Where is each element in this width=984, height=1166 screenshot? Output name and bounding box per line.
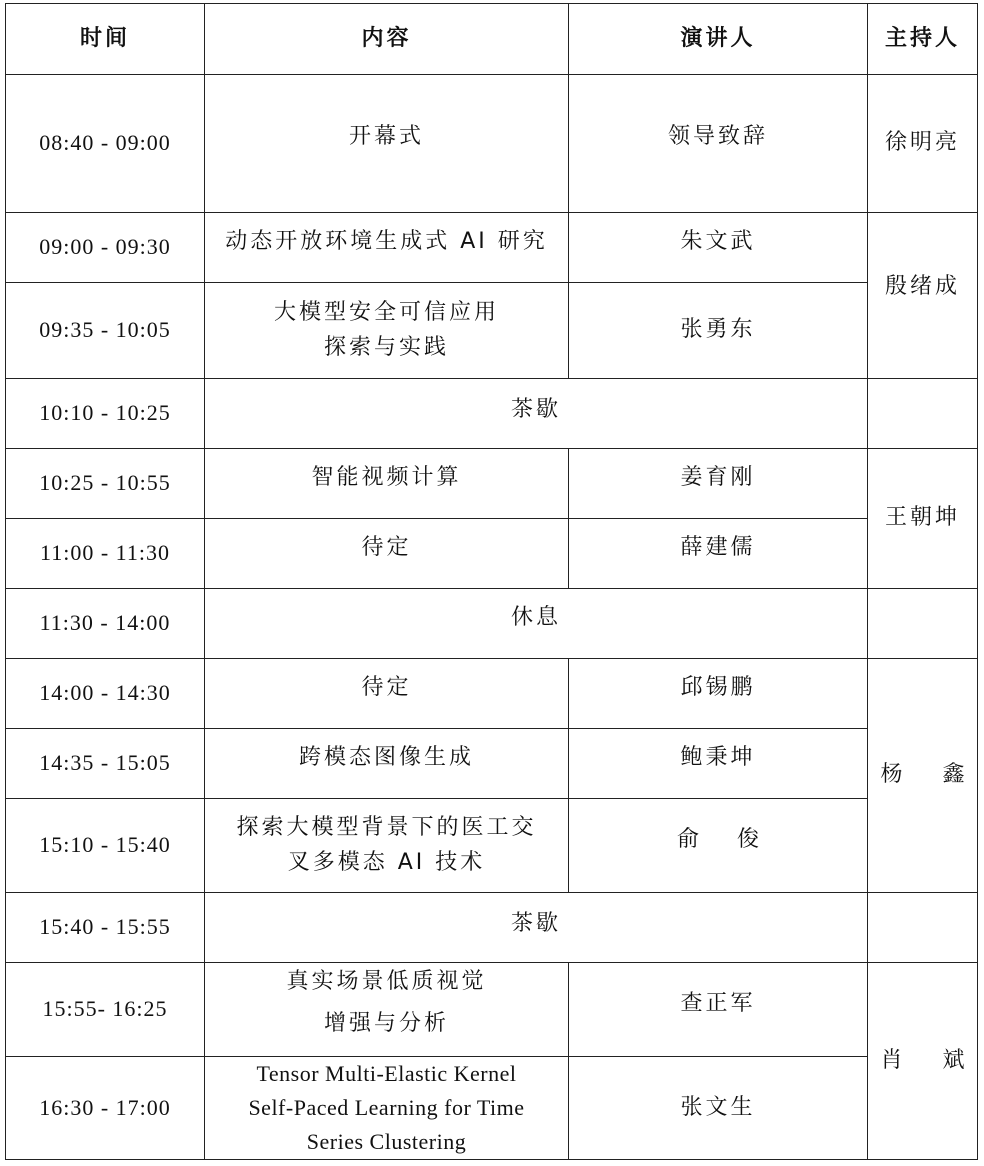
- content-line: 探索大模型背景下的医工交: [236, 815, 537, 841]
- speaker-char: 俊: [737, 827, 760, 852]
- speaker-cell: 姜育刚: [569, 449, 868, 519]
- content-cell: 智能视频计算: [205, 449, 569, 519]
- time-cell: 10:10 - 10:25: [6, 379, 205, 449]
- table-row: [6, 75, 978, 213]
- speaker-char: 俞: [676, 827, 699, 852]
- time-cell: 14:35 - 15:05: [6, 729, 205, 799]
- host-cell: [868, 659, 978, 893]
- host-char: 杨: [880, 762, 903, 788]
- content-cell: 待定: [205, 659, 569, 729]
- content-cell: [205, 283, 569, 379]
- host-cell: [868, 963, 978, 1160]
- break-cell: 休息: [205, 589, 868, 659]
- table-row: [6, 283, 978, 379]
- schedule-table: [5, 3, 978, 1160]
- host-cell-empty: [868, 893, 978, 963]
- content-line: Tensor Multi-Elastic Kernel: [256, 1061, 517, 1086]
- host-cell: 殷绪成: [868, 213, 978, 379]
- content-cell: 待定: [205, 519, 569, 589]
- time-cell: 16:30 - 17:00: [6, 1057, 205, 1160]
- speaker-cell: 张文生: [569, 1057, 868, 1160]
- table-row: [6, 659, 978, 729]
- speaker-cell: 张勇东: [569, 283, 868, 379]
- content-line: Self-Paced Learning for Time: [248, 1095, 525, 1121]
- time-cell: 09:35 - 10:05: [6, 283, 205, 379]
- speaker-cell: 薛建儒: [569, 519, 868, 589]
- speaker-cell: 查正军: [569, 963, 868, 1057]
- time-cell: 08:40 - 09:00: [6, 75, 205, 213]
- content-line: 真实场景低质视觉: [286, 969, 487, 994]
- speaker-cell: 朱文武: [569, 213, 868, 283]
- table-row: [6, 729, 978, 799]
- table-row: [6, 449, 978, 519]
- speaker-cell: 邱锡鹏: [569, 659, 868, 729]
- table-row: [6, 893, 978, 963]
- time-cell: 11:00 - 11:30: [6, 519, 205, 589]
- header-row: [6, 4, 978, 75]
- host-cell-empty: [868, 589, 978, 659]
- table-row: [6, 213, 978, 283]
- header-speaker: 演讲人: [569, 4, 868, 75]
- break-cell: 茶歇: [205, 893, 868, 963]
- table-row: [6, 379, 978, 449]
- content-cell: [205, 799, 569, 893]
- table-row: [6, 799, 978, 893]
- host-cell: 王朝坤: [868, 449, 978, 589]
- speaker-cell: 鲍秉坤: [569, 729, 868, 799]
- content-cell: [205, 963, 569, 1057]
- table-row: [6, 589, 978, 659]
- time-cell: 11:30 - 14:00: [6, 589, 205, 659]
- header-time: 时间: [6, 4, 205, 75]
- content-line: Series Clustering: [306, 1129, 467, 1155]
- content-line: 大模型安全可信应用: [273, 300, 499, 326]
- content-cell: 跨模态图像生成: [205, 729, 569, 799]
- host-char: 肖: [880, 1048, 903, 1074]
- time-cell: 15:55- 16:25: [6, 963, 205, 1057]
- content-cell: 开幕式: [205, 75, 569, 213]
- table-row: [6, 963, 978, 1057]
- content-line: 增强与分析: [323, 1011, 449, 1037]
- header-host: 主持人: [868, 4, 978, 75]
- time-cell: 15:10 - 15:40: [6, 799, 205, 893]
- content-cell: [205, 1057, 569, 1160]
- host-cell-empty: [868, 379, 978, 449]
- content-cell: 动态开放环境生成式 AI 研究: [205, 213, 569, 283]
- table-row: [6, 1057, 978, 1160]
- host-char: 鑫: [942, 762, 965, 788]
- content-line: 探索与实践: [323, 334, 449, 360]
- break-cell: 茶歇: [205, 379, 868, 449]
- time-cell: 09:00 - 09:30: [6, 213, 205, 283]
- host-cell: 徐明亮: [868, 75, 978, 213]
- time-cell: 15:40 - 15:55: [6, 893, 205, 963]
- speaker-cell: [569, 799, 868, 893]
- time-cell: 14:00 - 14:30: [6, 659, 205, 729]
- host-char: 斌: [942, 1048, 965, 1074]
- header-content: 内容: [205, 4, 569, 75]
- content-line: 叉多模态 AI 技术: [287, 849, 486, 875]
- table-row: [6, 519, 978, 589]
- speaker-cell: 领导致辞: [569, 75, 868, 213]
- time-cell: 10:25 - 10:55: [6, 449, 205, 519]
